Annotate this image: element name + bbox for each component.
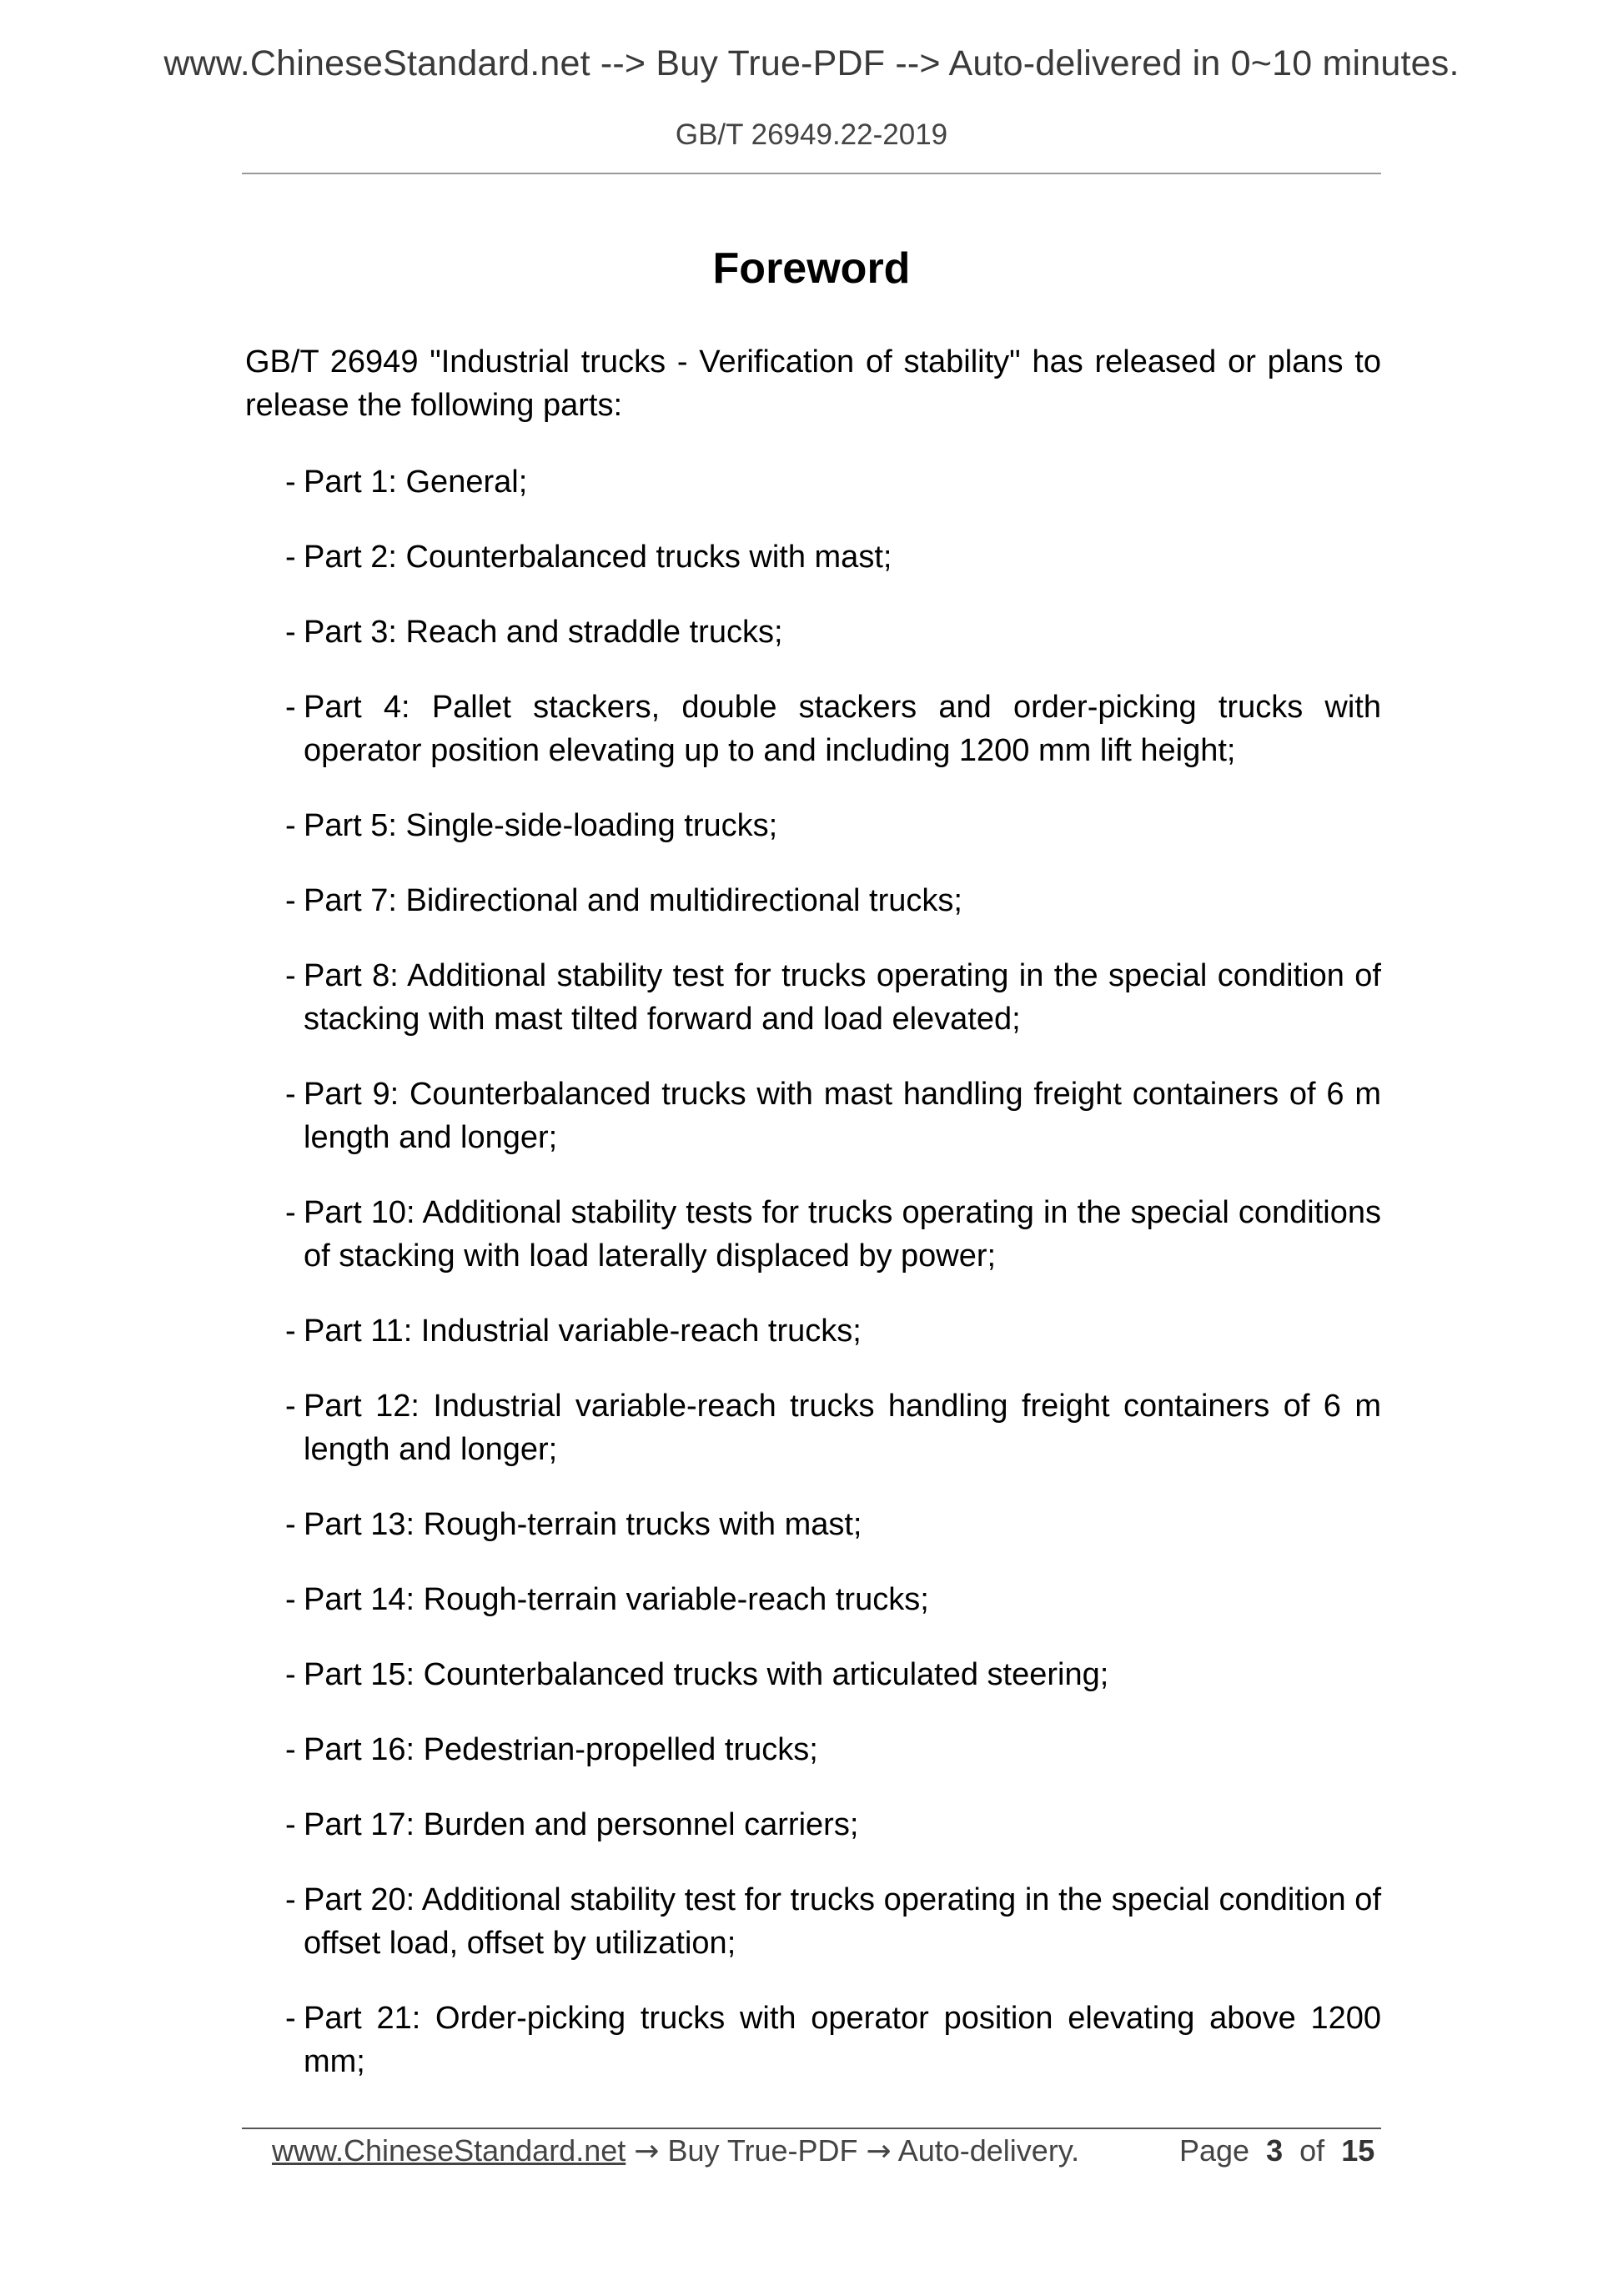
list-dash: - [285, 1314, 296, 1349]
list-item [245, 610, 1381, 654]
list-item [245, 460, 1381, 504]
page-total: 15 [1341, 2133, 1375, 2168]
footer-divider [242, 2128, 1381, 2129]
list-dash: - [285, 1582, 296, 1617]
footer-delivery-text: Auto-delivery. [897, 2133, 1080, 2168]
list-item [245, 1653, 1381, 1696]
intro-paragraph: GB/T 26949 "Industrial trucks - Verification of stability" has released or plans to release the following parts: [245, 344, 1381, 423]
list-dash: - [285, 808, 296, 843]
list-dash: - [285, 615, 296, 650]
list-dash: - [285, 1657, 296, 1692]
list-item [245, 804, 1381, 847]
list-item-text: Part 13: Rough-terrain trucks with mast; [304, 1507, 862, 1542]
document-body [245, 340, 1381, 2115]
list-item-text: Part 12: Industrial variable-reach trucks handling freight containers of 6 m length and longer; [304, 1389, 1381, 1467]
document-code: GB/T 26949.22-2019 [675, 118, 948, 151]
list-item [245, 1878, 1381, 1965]
footer-site-link[interactable]: www.ChineseStandard.net [272, 2133, 626, 2168]
list-item [245, 879, 1381, 922]
arrow-right-icon: → [866, 2134, 892, 2168]
list-dash: - [285, 1507, 296, 1542]
page-number: 3 [1266, 2133, 1284, 2168]
page-footer [272, 2133, 1381, 2168]
list-item-text: Part 2: Counterbalanced trucks with mast; [304, 540, 892, 575]
list-item-text: Part 11: Industrial variable-reach trucks; [304, 1314, 862, 1349]
page-label: Page [1179, 2133, 1250, 2168]
list-item-text: Part 20: Additional stability test for trucks operating in the special condition of offset load, offset by utilization; [304, 1882, 1381, 1961]
list-dash: - [285, 958, 296, 993]
list-item-text: Part 21: Order-picking trucks with operator position elevating above 1200 mm; [304, 2001, 1381, 2079]
list-item-text: Part 16: Pedestrian-propelled trucks; [304, 1732, 818, 1767]
list-item-text: Part 17: Burden and personnel carriers; [304, 1807, 859, 1842]
of-label: of [1299, 2133, 1325, 2168]
list-item [245, 1803, 1381, 1846]
list-dash: - [285, 1732, 296, 1767]
page-title: Foreword [712, 244, 911, 293]
list-item [245, 954, 1381, 1041]
list-item-text: Part 9: Counterbalanced trucks with mast handling freight containers of 6 m length and longer; [304, 1077, 1381, 1155]
page-indicator [1179, 2133, 1374, 2168]
list-item [245, 1728, 1381, 1771]
list-dash: - [285, 1882, 296, 1917]
footer-buy-text: Buy True-PDF [667, 2133, 858, 2168]
list-dash: - [285, 2001, 296, 2036]
list-item [245, 1191, 1381, 1278]
list-dash: - [285, 1389, 296, 1424]
list-item-text: Part 10: Additional stability tests for trucks operating in the special conditions of stacking with load laterally displaced by power; [304, 1195, 1381, 1274]
list-dash: - [285, 1807, 296, 1842]
arrow-right-icon: → [634, 2134, 660, 2168]
list-item-text: Part 15: Counterbalanced trucks with articulated steering; [304, 1657, 1109, 1692]
list-item [245, 1309, 1381, 1353]
list-dash: - [285, 883, 296, 918]
list-item [245, 1578, 1381, 1621]
list-dash: - [285, 1077, 296, 1112]
list-dash: - [285, 540, 296, 575]
list-item-text: Part 5: Single-side-loading trucks; [304, 808, 778, 843]
list-dash: - [285, 690, 296, 725]
list-dash: - [285, 1195, 296, 1230]
list-item [245, 535, 1381, 579]
parts-list [245, 460, 1381, 2083]
list-item-text: Part 3: Reach and straddle trucks; [304, 615, 783, 650]
list-item-text: Part 14: Rough-terrain variable-reach trucks; [304, 1582, 929, 1617]
header-divider [242, 173, 1381, 174]
top-banner: www.ChineseStandard.net --> Buy True-PDF --> Auto-delivered in 0~10 minutes. [163, 43, 1460, 83]
list-dash: - [285, 465, 296, 500]
list-item-text: Part 4: Pallet stackers, double stackers and order-picking trucks with operator position elevating up to and including 1200 mm lift height; [304, 690, 1381, 768]
list-item-text: Part 7: Bidirectional and multidirectional trucks; [304, 883, 962, 918]
list-item [245, 1073, 1381, 1159]
list-item [245, 1997, 1381, 2083]
list-item-text: Part 8: Additional stability test for trucks operating in the special condition of stacking with mast tilted forward and load elevated; [304, 958, 1381, 1037]
list-item [245, 1503, 1381, 1546]
list-item-text: Part 1: General; [304, 465, 528, 500]
list-item [245, 1384, 1381, 1471]
list-item [245, 686, 1381, 772]
